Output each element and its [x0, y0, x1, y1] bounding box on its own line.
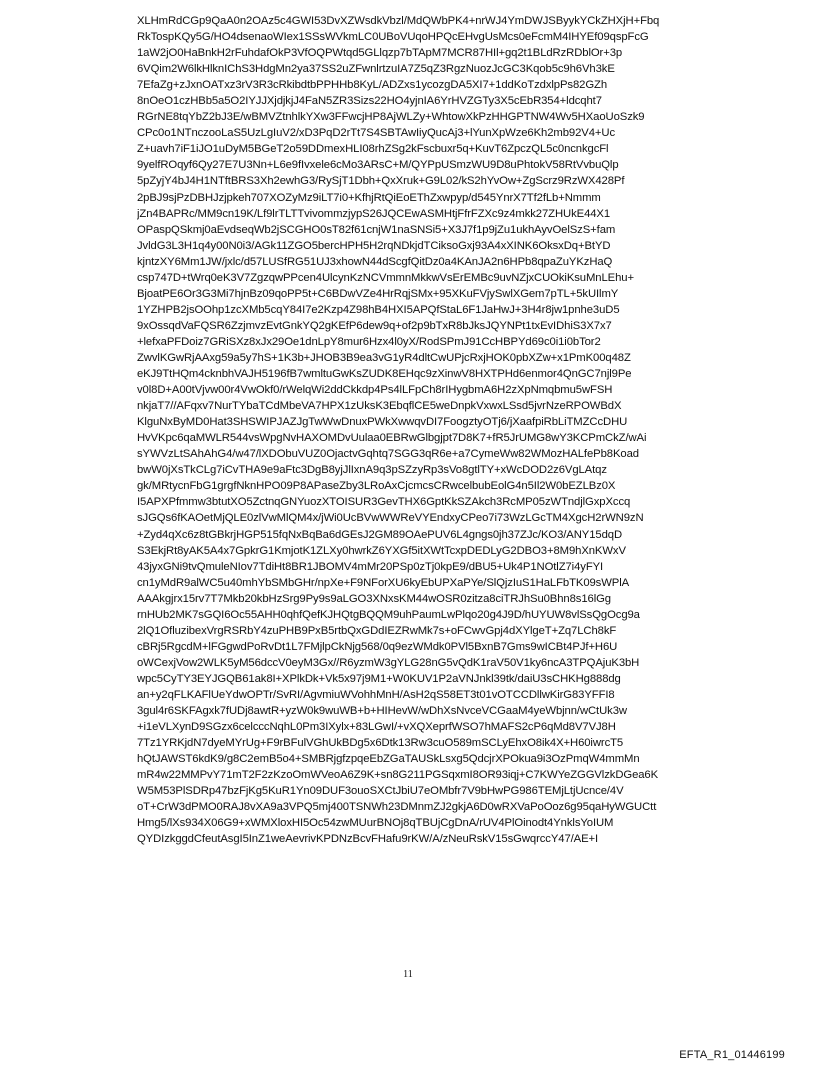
text-line: CPc0o1NTnczooLaS5UzLgIuV2/xD3PqD2rTt7S4SBTAwIiyQucAj3+lYunXpWze6Kh2mb92V4+Uc — [137, 127, 616, 140]
text-line: jZn4BAPRc/MM9cn19K/Lf9lrTLTTvivommzjypS26JQCEwASMHtjFfrFZXc9z4mkk27ZHUkE44X1 — [137, 207, 611, 220]
text-line: mR4w22MMPvY71mT2F2zKzoOmWVeoA6Z9K+sn8G211PGSqxmI8OR93iqj+C7KWYeZGGVlzkDGea6K — [137, 769, 659, 782]
text-line: ZwvlKGwRjAAxg59a5y7hS+1K3b+JHOB3B9ea3vG1yR4dltCwUPjcRxjHOK0pbXZw+x1PmK00q48Z — [137, 351, 631, 364]
text-line: oWCexjVow2WLK5yM56dccV0eyM3Gx//R6yzmW3gYLG28nG5vQdK1raV50V1ky6ncA3TPQAjuK3bH — [137, 656, 640, 669]
text-line: Hmg5/lXs934X06G9+xWMXloxHI5Oc54zwMUurBNOj8qTBUjCgDnA/rUV4PlOinodt4YnklsYoIUM — [137, 817, 614, 830]
encoded-text-block — [137, 13, 697, 847]
text-line: v0l8D+A00tVjvw00r4VwOkf0/rWelqWi2ddCkkdp4Ps4lLFpCh8rIHygbmA6H2zXpNmqbmu5wFSH — [137, 384, 613, 397]
text-line: QYDIzkggdCfeutAsgI5InZ1weAevrivKPDNzBcvFHafu9rKW/A/zNeuRskV15sGwqrccY47/AE+I — [137, 833, 599, 846]
text-line: RkTospKQy5G/HO4dsenaoWIex1SSsWVkmLC0UBoVUqoHPQcEHvgUsMcs0eFcmM4IHYEf09qspFcG — [137, 31, 649, 44]
text-line: nkjaT7//AFqxv7NurTYbaTCdMbeVA7HPX1zUksK3EbqflCE5weDnpkVxwxLSsd5jvrNzeRPOWBdX — [137, 400, 622, 413]
text-line: HvVKpc6qaMWLR544vsWpgNvHAXOMDvUulaa0EBRwGlbgjpt7D8K7+fR5JrUMG8wY3KCPmCkZ/wAi — [137, 432, 647, 445]
text-line: gk/MRtycnFbG1grgfNknHPO09P8APaseZby3LRoAxCjcmcsCRwcelbubEolG4n5Il2W0bEZLBz0X — [137, 480, 616, 493]
text-line: sJGQs6fKAOetMjQLE0zlVwMlQM4x/jWi0UcBVwWWReVYEndxyCPeo7i73WzLGcTM4XgcH2rWN9zN — [137, 512, 644, 525]
text-line: W5M53PlSDRp47bzFjKg5KuR1Yn09DUF3ouoSXCtJbiU7eOMbfr7V9bHwPG986TEMjLtjUcnce/4V — [137, 785, 624, 798]
text-line: OPaspQSkmj0aEvdseqWb2jSCGHO0sT82f61cnjW1naSNSi5+X3J7f1p9jZu1ukhAyvOelSzS+fam — [137, 223, 616, 236]
text-line: oT+CrW3dPMO0RAJ8vXA9a3VPQ5mj400TSNWh23DMnmZJ2gkjA6D0wRXVaPoOoz6g95qaHyWGUCtt — [137, 801, 657, 814]
text-line: wpc5CyTY3EYJGQB61ak8I+XPlkDk+Vk5x97j9M1+W0KUV1P2aVNJnkl39tk/daiU3sCHKHg888dg — [137, 672, 621, 685]
text-line: 7Tz1YRKjdN7dyeMYrUg+F9rBFulVGhUkBDg5x6Dtk13Rw3cuO589mSCLyEhxO8ik4X+H60iwrcT5 — [137, 737, 624, 750]
document-id-stamp: EFTA_R1_01446199 — [679, 1049, 785, 1061]
text-line: 1aW2jO0HaBnkH2rFuhdafOkP3VfOQPWtqd5GLlqzp7bTApM7MCR87HIl+gq2t1BLdRzRDblOr+3p — [137, 47, 623, 60]
text-line: eKJ9TtHQm4cknbhVAJH5196fB7wmltuGwKsZUDK8EHqc9zXinwV8HXTPHd6enmor4QnGC7njl9Pe — [137, 368, 632, 381]
text-line: 2lQ1OfluzibexVrgRSRbY4zuPHB9PxB5rtbQxGDdIEZRwMk7s+oFCwvGpj4dXYlgeT+Zq7LCh8kF — [137, 624, 617, 637]
text-line: 8nOeO1czHBb5a5O2IYJJXjdjkjJ4FaN5ZR3Sizs22HO4yjnIA6YrHVZGTy3X5cEbR354+ldcqht7 — [137, 95, 602, 108]
text-line: JvldG3L3H1q4y00N0i3/AGk11ZGO5bercHPH5H2rqNDkjdTCiksoGxj93A4xXINK6OksxDq+BtYD — [137, 239, 611, 252]
text-line: rnHUb2MK7sGQI6Oc55AHH0qhfQefKJHQtgBQQM9uhPaumLwPlqo20g4J9D/hUYUW8vlSsQgOcg9a — [137, 608, 640, 621]
text-line: 9xOssqdVaFQSR6ZzjmvzEvtGnkYQ2gKEfP6dew9q+of2p9bTxR8bJksJQYNPt1txEvIDhiS3X7x7 — [137, 319, 612, 332]
text-line: XLHmRdCGp9QaA0n2OAz5c4GWI53DvXZWsdkVbzl/MdQWbPK4+nrWJ4YmDWJSByykYCkZHXjH+Fbq — [137, 15, 660, 27]
text-line: sYWVzLtSAhAhG4/w47/lXDObuVUZ0OjactvGqhtq7SGG3qR6e+a7CymeWw82WMozHALfePb8Koad — [137, 448, 639, 461]
text-line: RGrNE8tqYbZ2bJ3E/wBMVZtnhlkYXw3FFwcjHP8AjWLZy+WhtowXkPzHHGPTNW4Wv5HXaoUoSzk9 — [137, 111, 645, 124]
text-line: 3gul4r6SKFAgxk7fUDj8awtR+yzW0k9wuWB+b+HIHevW/wDhXsNvceVCGaaM4yeWbjnn/wCtUk3w — [137, 705, 627, 718]
text-line: 2pBJ9sjPzDBHJzjpkeh707XOZyMz9iLT7i0+KfhjRtQiEoEThZxwpyp/d545YnrX7Tf2fLb+Nmmm — [137, 191, 601, 204]
text-line: cn1yMdR9alWC5u40mhYbSMbGHr/npXe+F9NForXU6kyEbUPXaPYe/SlQjzIuS1HaLFbTK09sWPlA — [137, 576, 630, 589]
text-line: bwW0jXsTkCLg7iCvTHA9e9aFtc3DgB8yjJlIxnA9q3pSZzyRp3sVo8gtlTY+xWcDOD2z6VgLAtqz — [137, 464, 607, 477]
page-number: 11 — [403, 969, 413, 980]
text-line: 9yelfROqyf6Qy27E7U3Nn+L6e9fIvxele6cMo3ARsC+M/QYPpUSmzWU9D8uPhtokV58RtVvbuQlp — [137, 159, 619, 172]
text-line: KlguNxByMD0Hat3SHSWIPJAZJgTwWwDnuxPWkXwwqvDI7FoogztyOTj6/jXaafpiRbLiTMZCcDHU — [137, 416, 628, 429]
text-line: cBRj5RgcdM+lFGgwdPoRvDt1L7FMjlpCkNjg568/0q9ezWMdk0PVl5BxnB7Gms9wICBt4PJf+H6U — [137, 640, 618, 653]
text-line: 5pZyjY4bJ4H1NTftBRS3Xh2ewhG3/RySjT1Dbh+QxXruk+G9L02/kS2hYvOw+ZgScrz9RzWX428Pf — [137, 175, 625, 188]
text-line: +lefxaPFDoiz7GRiSXz8xJx29Oe1dnLpY8mur6Hzx4l0yX/RodSPmJ91CcHBPYd69c0i1i0bTor2 — [137, 335, 601, 348]
text-line: hQtJAWST6kdK9/g8C2emB5o4+SMBRjgfzpqeEbZGaTAUSkLsxg5QdcjrXPOkua9i3OzPmqW4mmMn — [137, 753, 640, 766]
text-line: 7EfaZg+zJxnOATxz3rV3R3cRkibdtbPPHHb8KyL/ADZxs1ycozgDA5XI7+1ddKoTzdxlpPs82GZh — [137, 79, 608, 92]
text-line: an+y2qFLKAFlUeYdwOPTr/SvRI/AgvmiuWVohhMnH/AsH2qS58ET3t01vOTCCDllwKirG83YFFI8 — [137, 688, 615, 701]
text-line: 1YZHPB2jsOOhp1zcXMb5cqY84I7e2Kzp4Z98hB4HXI5APQfStaL6F1JaHwJ+3H4r8jw1pnhe3uD5 — [137, 303, 620, 316]
text-line: BjoatPE6Or3G3Mi7hjnBz09qoPP5t+C6BDwVZe4HrRqjSMx+95XKuFVjySwlXGem7pTL+5kUIlmY — [137, 287, 619, 300]
text-line: +i1eVLXynD9SGzx6celcccNqhL0Pm3IXylx+83LGwI/+vXQXeprfWSO7hMAFS2cP6qMd8V7VJ8H — [137, 721, 616, 734]
text-line: Z+uavh7iF1iJO1uDyM5BGeT2o59DDmexHLI08rhZSg2kFscbuxr5q+KuvT6ZpczQL5c0ncnkgcFl — [137, 143, 609, 156]
text-line: kjntzXY6Mm1JW/jxlc/d57LUSfRG51UJ3xhowN44dScgfQitDz0a4KAnJA2n6HPb8qpaZuYKzHaQ — [137, 255, 613, 268]
text-line: +Zyd4qXc6z8tGBkrjHGP515fqNxBqBa6dGEsJ2GM89OAePUV6L4gngs0jh37ZJc/KO3/ANY15dqD — [137, 528, 623, 541]
text-line: I5APXPfmmw3btutXO5ZctnqGNYuozXTOISUR3GevTHX6GptKkSZAkch3RcMP05zWTndjlGxpXccq — [137, 496, 631, 509]
text-line: S3EkjRt8yAK5A4x7GpkrG1KmjotK1ZLXy0hwrkZ6YXGf5itXWtTcxpDEDLyG2DBO3+8M9hXnKWxV — [137, 544, 626, 557]
text-line: csp747D+tWrq0eK3V7ZgzqwPPcen4UlcynKzNCVmmnMkkwVsErEMBc9uvNZjxCUOkiKsuMnLEhu+ — [137, 271, 634, 284]
text-line: 6VQim2W6lkHlknIChS3HdgMn2ya37SS2uZFwnlrtzuIA7Z5qZ3RgzNuozJcGC3Kqob5c9h6Vh3kE — [137, 63, 615, 76]
text-line: 43jyxGNi9tvQmuleNIov7TdiHt8BR1JBOMV4mMr20PSp0zTj0kpE9/dBU5+Uk4P1NOtlZ7i4yFYI — [137, 560, 604, 573]
text-line: AAAkgjrx15rv7T7Mkb20kbHzSrg9Py9s9aLGO3XNxsKM44wOSR0zitza8ciTRJhSu0Bhn8s16lGg — [137, 592, 611, 605]
